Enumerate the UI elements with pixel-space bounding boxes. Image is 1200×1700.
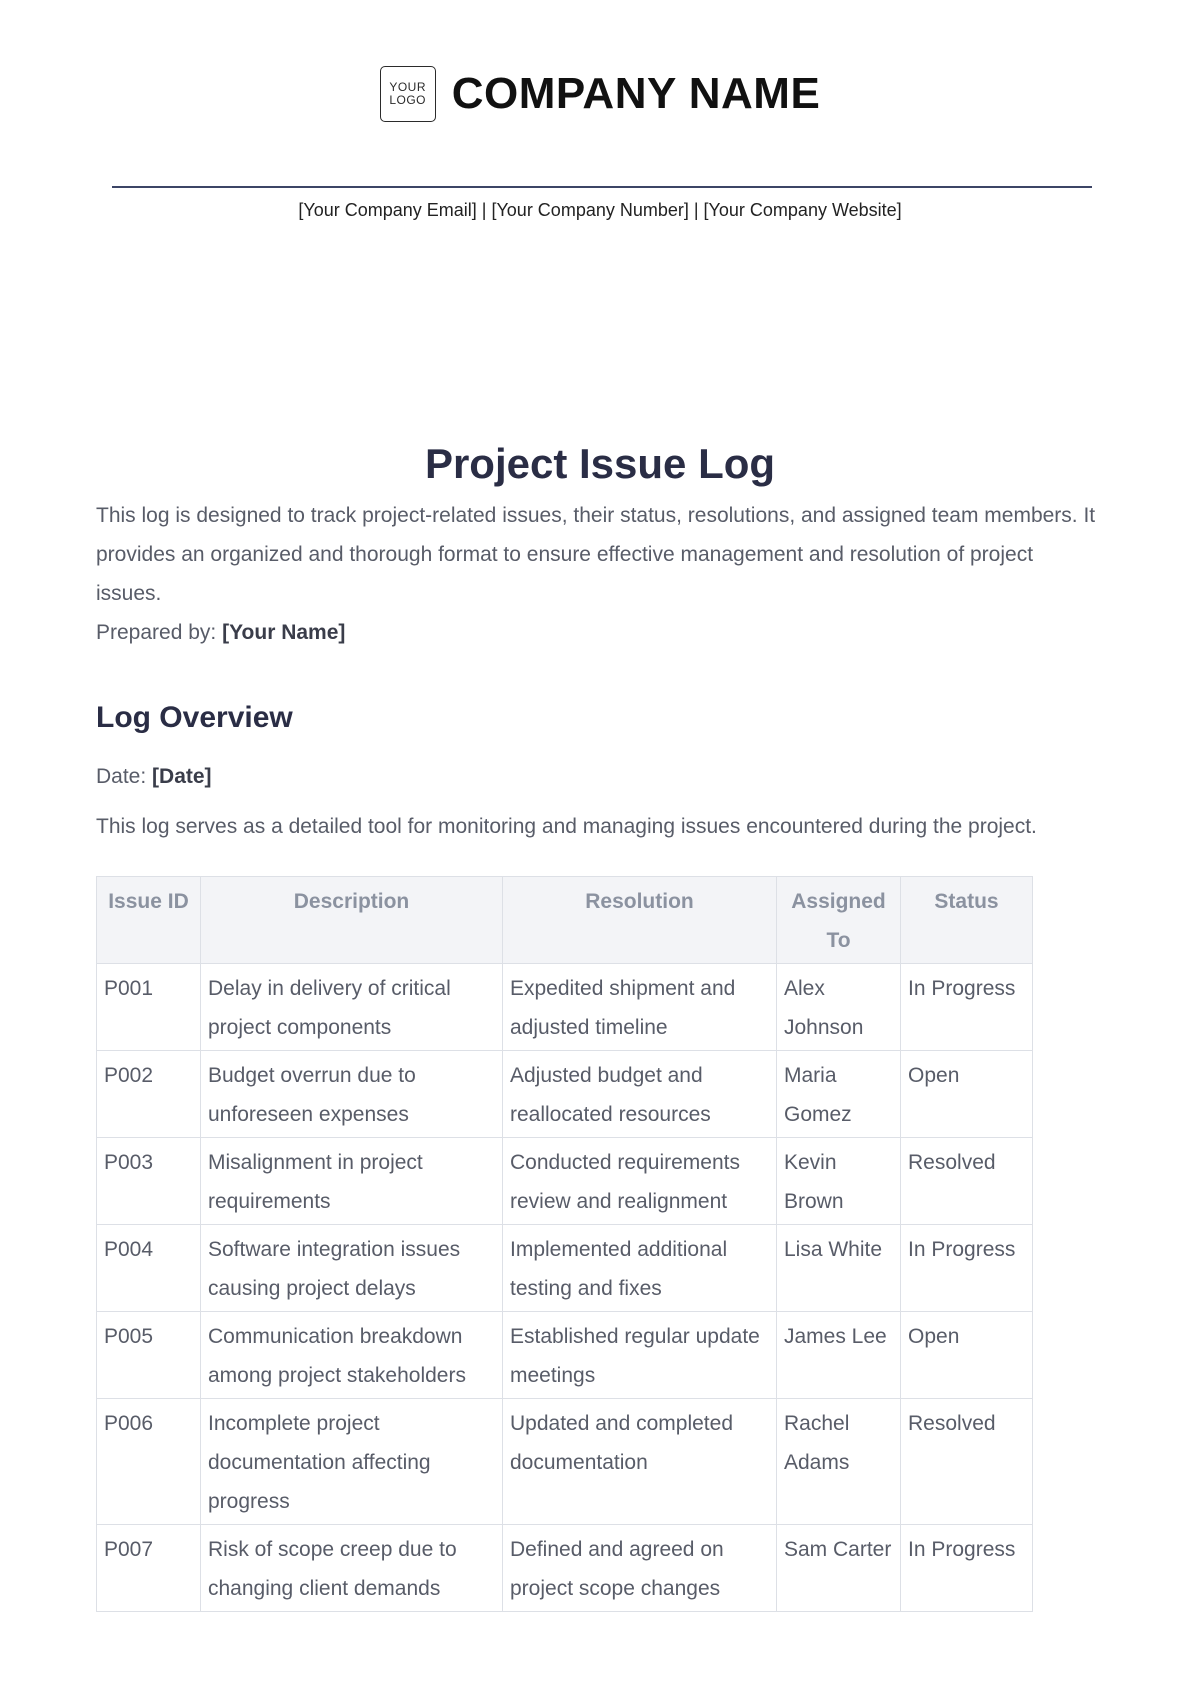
column-header-status: Status	[901, 877, 1033, 964]
intro-paragraph: This log is designed to track project-related issues, their status, resolutions, and assigned team members. It provides an organized and thorough format to ensure effective management and resolution of project issues.	[96, 504, 1096, 605]
cell-resolution: Implemented additional testing and fixes	[503, 1225, 777, 1312]
company-name: COMPANY NAME	[451, 69, 821, 118]
cell-assigned-to: Kevin Brown	[777, 1138, 901, 1225]
cell-description: Budget overrun due to unforeseen expenses	[201, 1051, 503, 1138]
log-overview-heading: Log Overview	[96, 701, 293, 734]
date-value: [Date]	[152, 765, 212, 788]
cell-issue-id: P007	[97, 1525, 201, 1612]
cell-issue-id: P005	[97, 1312, 201, 1399]
column-header-issue-id: Issue ID	[97, 877, 201, 964]
cell-description: Delay in delivery of critical project components	[201, 964, 503, 1051]
table-row	[97, 1051, 1033, 1138]
cell-resolution: Conducted requirements review and realignment	[503, 1138, 777, 1225]
prepared-by-value: [Your Name]	[222, 621, 346, 644]
cell-resolution: Updated and completed documentation	[503, 1399, 777, 1525]
cell-assigned-to: Alex Johnson	[777, 964, 901, 1051]
cell-status: In Progress	[901, 1225, 1033, 1312]
document-body	[96, 496, 1096, 1612]
cell-assigned-to: Sam Carter	[777, 1525, 901, 1612]
cell-issue-id: P002	[97, 1051, 201, 1138]
cell-description: Communication breakdown among project stakeholders	[201, 1312, 503, 1399]
cell-status: Resolved	[901, 1399, 1033, 1525]
cell-resolution: Adjusted budget and reallocated resources	[503, 1051, 777, 1138]
table-row	[97, 1312, 1033, 1399]
table-row	[97, 1138, 1033, 1225]
cell-issue-id: P006	[97, 1399, 201, 1525]
column-header-resolution: Resolution	[503, 877, 777, 964]
cell-status: Open	[901, 1312, 1033, 1399]
cell-assigned-to: Rachel Adams	[777, 1399, 901, 1525]
cell-status: Resolved	[901, 1138, 1033, 1225]
cell-description: Software integration issues causing project delays	[201, 1225, 503, 1312]
table-row	[97, 1399, 1033, 1525]
cell-status: Open	[901, 1051, 1033, 1138]
overview-paragraph: This log serves as a detailed tool for monitoring and managing issues encountered during the project.	[96, 815, 1037, 838]
cell-description: Incomplete project documentation affecting progress	[201, 1399, 503, 1525]
cell-description: Risk of scope creep due to changing client demands	[201, 1525, 503, 1612]
table-row	[97, 1525, 1033, 1612]
cell-status: In Progress	[901, 964, 1033, 1051]
cell-assigned-to: Lisa White	[777, 1225, 901, 1312]
cell-resolution: Established regular update meetings	[503, 1312, 777, 1399]
cell-resolution: Expedited shipment and adjusted timeline	[503, 964, 777, 1051]
column-header-assigned-to: Assigned To	[777, 877, 901, 964]
issue-log-table	[96, 876, 1033, 1612]
company-contact-line: [Your Company Email] | [Your Company Number] | [Your Company Website]	[298, 200, 902, 220]
page-header	[0, 66, 1200, 122]
date-line	[96, 757, 1096, 796]
header-divider	[112, 186, 1092, 188]
cell-description: Misalignment in project requirements	[201, 1138, 503, 1225]
table-row	[97, 964, 1033, 1051]
column-header-description: Description	[201, 877, 503, 964]
cell-issue-id: P001	[97, 964, 201, 1051]
cell-resolution: Defined and agreed on project scope changes	[503, 1525, 777, 1612]
date-label: Date:	[96, 765, 147, 788]
cell-assigned-to: James Lee	[777, 1312, 901, 1399]
cell-assigned-to: Maria Gomez	[777, 1051, 901, 1138]
logo-text-line-1: YOUR	[389, 80, 427, 94]
cell-issue-id: P004	[97, 1225, 201, 1312]
document-title: Project Issue Log	[424, 440, 776, 487]
table-header-row	[97, 877, 1033, 964]
table-row	[97, 1225, 1033, 1312]
prepared-by-label: Prepared by:	[96, 621, 217, 644]
cell-status: In Progress	[901, 1525, 1033, 1612]
prepared-by-line	[96, 613, 1096, 652]
cell-issue-id: P003	[97, 1138, 201, 1225]
logo-text-line-2: LOGO	[389, 93, 427, 107]
company-logo	[380, 66, 436, 122]
